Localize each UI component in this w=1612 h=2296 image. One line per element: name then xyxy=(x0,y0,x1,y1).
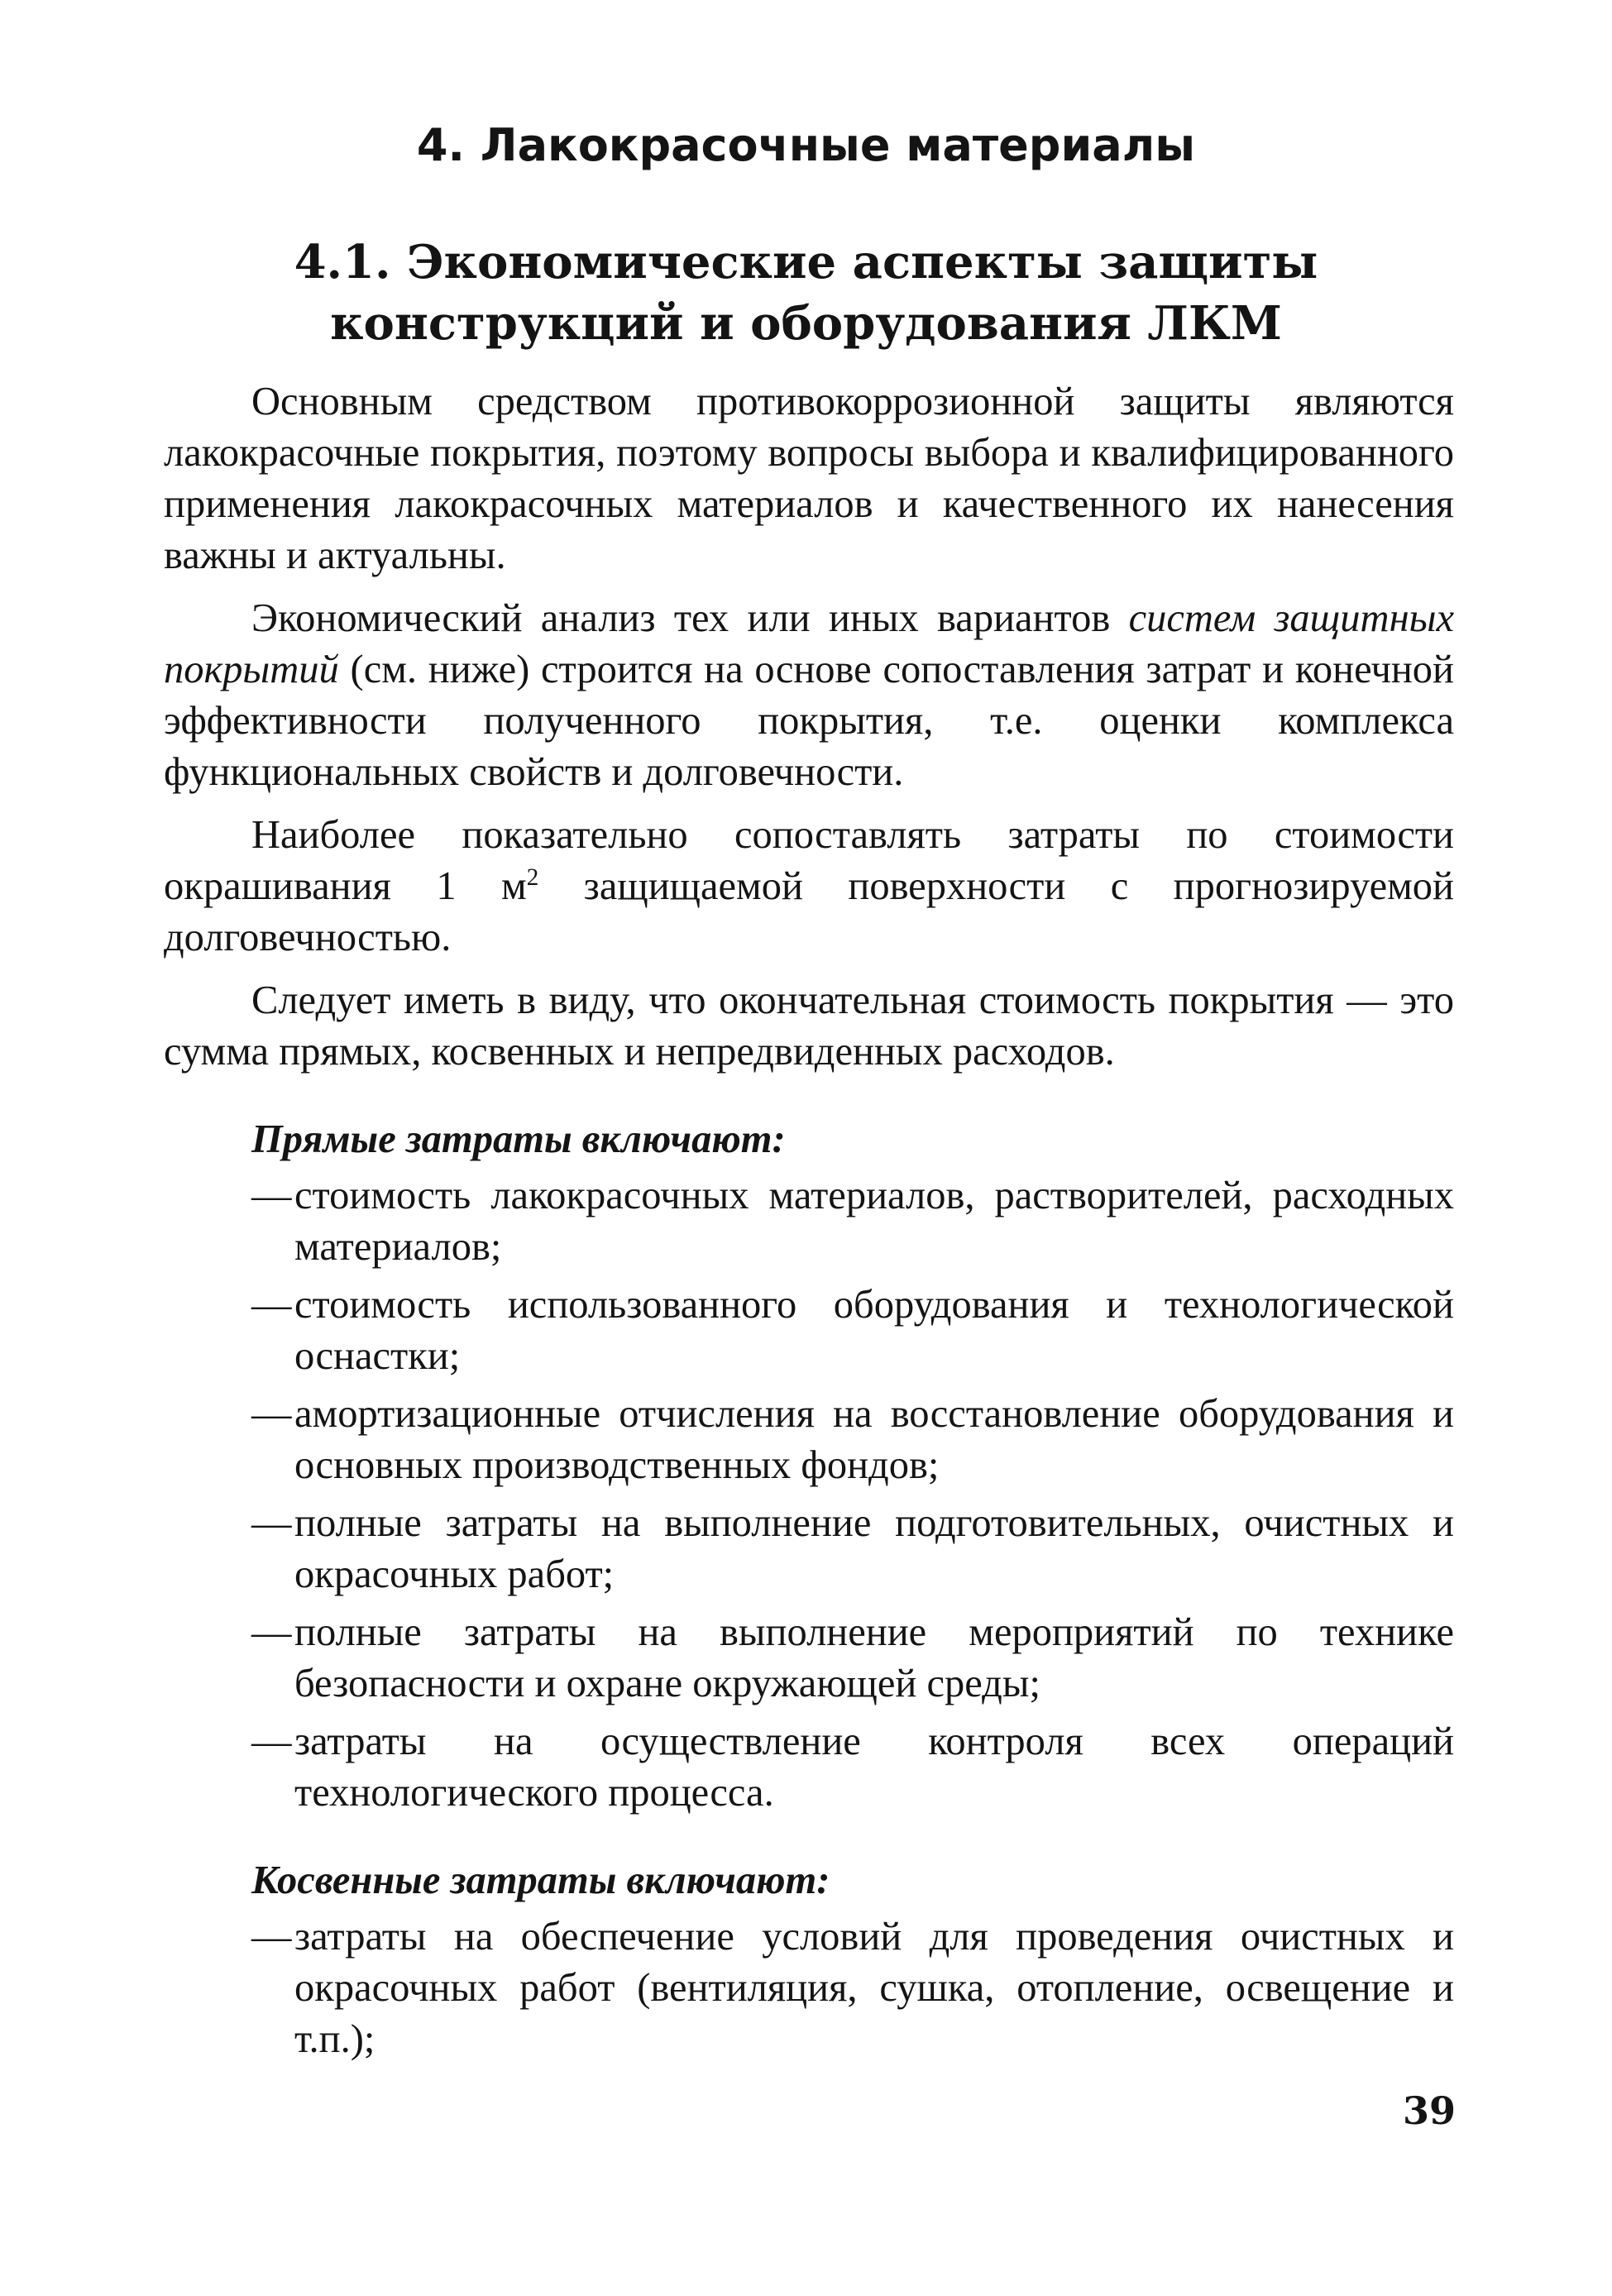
list-item xyxy=(251,1716,1454,1819)
indirect-costs-heading: Косвенные затраты включают: xyxy=(251,1858,830,1902)
list-item xyxy=(251,1389,1454,1491)
list-item xyxy=(251,1280,1454,1382)
paragraph-4: Следует иметь в виду, что окончательная стоимость покрытия — это сумма прямых, косвенных и непредвиденных расходов. xyxy=(164,978,1454,1074)
list-item-text: полные затраты на выполнение мероприятий по технике безопасности и охране окружающей среды; xyxy=(294,1610,1454,1705)
paragraph-3 xyxy=(164,810,1454,964)
dash-marker: — xyxy=(251,1610,292,1654)
paragraph-1: Основным средством противокоррозионной защиты являются лакокрасочные покрытия, поэтому вопросы выбора и квалифицированного применения лакокрасочных материалов и качественного их нанесения важны и актуальны. xyxy=(164,380,1454,577)
list-item-text: затраты на обеспечение условий для проведения очистных и окрасочных работ (вентиляция, сушка, отопление, освещение и т.п.); xyxy=(294,1915,1454,2061)
paragraph-2-rest: (см. ниже) строится на основе сопоставления затрат и конечной эффективности полученного покрытия, т.е. оценки комплекса функциональных свойств и долговечности. xyxy=(164,648,1454,794)
list-item-text: стоимость лакокрасочных материалов, растворителей, расходных материалов; xyxy=(294,1174,1454,1269)
paragraph-2 xyxy=(164,593,1454,798)
list-item xyxy=(251,1607,1454,1710)
list-item-text: полные затраты на выполнение подготовительных, очистных и окрасочных работ; xyxy=(294,1501,1454,1596)
section-title-line-1: 4.1. Экономические аспекты защиты xyxy=(294,235,1318,289)
paragraph-3-lead: Наиболее показательно сопоставлять затраты по стоимости окрашивания 1 м xyxy=(164,813,1454,908)
paragraph-3-rest: защищаемой поверхности с прогнозируемой долговечностью. xyxy=(164,864,1454,959)
list-item xyxy=(251,1911,1454,2065)
dash-marker: — xyxy=(251,1501,292,1545)
section-title xyxy=(0,232,1612,354)
section-title-line-2: конструкций и оборудования ЛКМ xyxy=(330,296,1282,351)
body-text xyxy=(164,376,1454,2072)
list-item xyxy=(251,1170,1454,1273)
dash-marker: — xyxy=(251,1720,292,1763)
list-item-text: затраты на осуществление контроля всех операций технологического процесса. xyxy=(294,1720,1454,1815)
dash-marker: — xyxy=(251,1915,292,1959)
direct-costs-list xyxy=(164,1170,1454,1819)
indirect-costs-list xyxy=(164,1911,1454,2065)
list-item-text: стоимость использованного оборудования и технологической оснастки; xyxy=(294,1283,1454,1378)
paragraph-2-italic-term: систем защитных покрытий xyxy=(164,596,1455,691)
paragraph-3-superscript: 2 xyxy=(526,863,539,891)
paragraph-2-lead: Экономический анализ тех или иных вариантов xyxy=(251,596,1129,640)
dash-marker: — xyxy=(251,1174,292,1217)
direct-costs-heading: Прямые затраты включают: xyxy=(251,1117,786,1161)
dash-marker: — xyxy=(251,1392,292,1436)
list-item xyxy=(251,1498,1454,1600)
page-number: 39 xyxy=(1402,2088,1456,2133)
chapter-title: 4. Лакокрасочные материалы xyxy=(416,119,1196,171)
list-item-text: амортизационные отчисления на восстановление оборудования и основных производственных фондов; xyxy=(294,1392,1454,1487)
dash-marker: — xyxy=(251,1283,292,1327)
